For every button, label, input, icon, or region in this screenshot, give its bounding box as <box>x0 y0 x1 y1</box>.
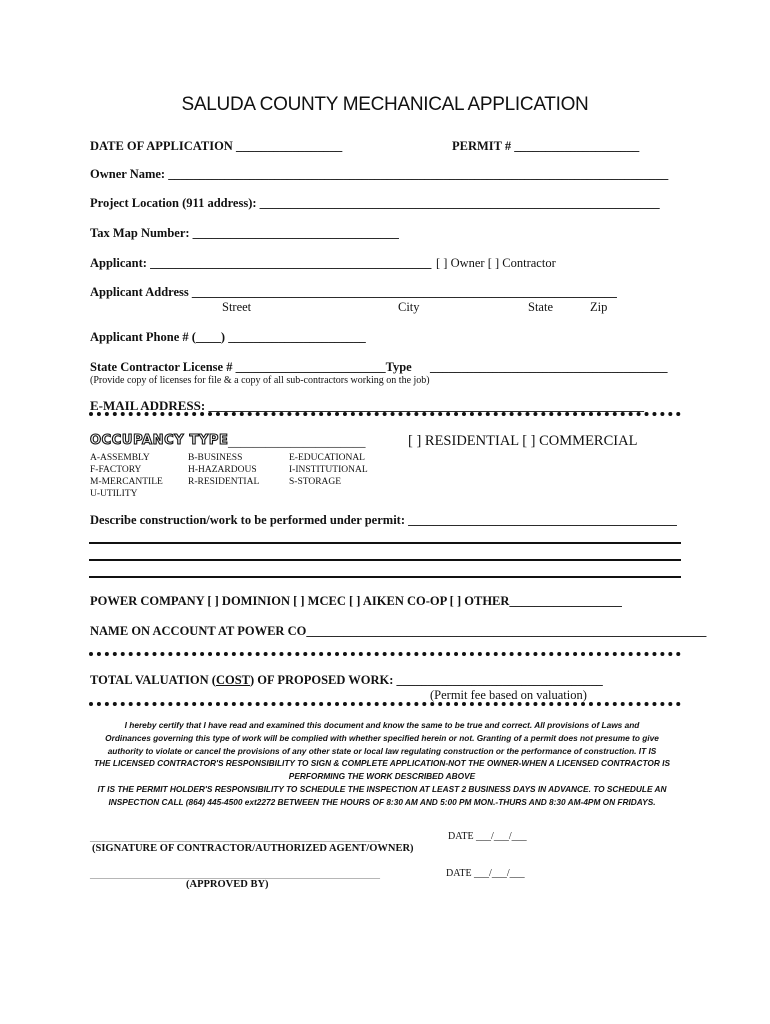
occupancy-type-heading: OCCUPANCY TYPE <box>90 433 229 448</box>
owner-name-field[interactable]: Owner Name: ________________________________________________________________________________ <box>90 167 669 181</box>
cert-line: I hereby certify that I have read and examined this document and know the same to be true and correct. All provisions of Laws and <box>124 720 640 730</box>
signature-date-field[interactable]: DATE ___/___/___ <box>448 831 527 842</box>
valuation-note: (Permit fee based on valuation) <box>430 688 587 702</box>
occupancy-code: B-BUSINESS <box>188 453 243 463</box>
cert-line: authority to violate or cancel the provisions of any other state or local law regulating construction or the performance of construction. IT IS <box>107 745 657 756</box>
occupancy-type-field[interactable]: ______________________ <box>228 435 366 449</box>
applicant-address-field[interactable]: Applicant Address ____________________________________________________________________ <box>90 285 617 299</box>
occupancy-col2 <box>188 452 259 488</box>
approved-by-label: (APPROVED BY) <box>186 879 269 890</box>
occupancy-code: E-EDUCATIONAL <box>289 453 365 463</box>
tax-map-number-field[interactable]: Tax Map Number: _________________________________ <box>90 226 399 240</box>
occupancy-code: M-MERCANTILE <box>90 477 163 487</box>
email-field[interactable]: E-MAIL ADDRESS: ___________________________________________________________________ <box>90 398 644 413</box>
applicant-role-checkboxes[interactable]: [ ] Owner [ ] Contractor <box>436 256 556 270</box>
occupancy-code: S-STORAGE <box>289 477 342 487</box>
occupancy-code: R-RESIDENTIAL <box>188 477 260 487</box>
cert-line: PERFORMING THE WORK DESCRIBED ABOVE <box>288 771 476 782</box>
cert-line: Ordinances governing this type of work will be complied with whether specified herein or not. Granting of a permit does not presume to give <box>105 732 659 743</box>
occupancy-code: A-ASSEMBLY <box>90 453 150 463</box>
approved-by-line[interactable]: __________________________________________________________ <box>90 869 380 880</box>
applicant-field[interactable]: Applicant: _____________________________________________ <box>90 256 432 270</box>
street-label: Street <box>222 300 252 314</box>
divider <box>89 702 681 706</box>
contractor-license-field[interactable]: State Contractor License # ________________________Type <box>90 360 412 374</box>
occupancy-col1 <box>90 452 163 500</box>
city-label: City <box>398 300 420 314</box>
signature-line[interactable]: __________________________________________________________ <box>90 832 380 843</box>
divider <box>89 412 681 416</box>
occupancy-code: U-UTILITY <box>90 489 138 499</box>
date-of-application-field[interactable]: DATE OF APPLICATION _________________ <box>90 139 343 153</box>
license-note: (Provide copy of licenses for file & a copy of all sub-contractors working on the job) <box>90 375 430 386</box>
describe-line-2[interactable] <box>89 559 681 561</box>
describe-work-field[interactable]: Describe construction/work to be performed under permit: ___________________________________________ <box>90 513 677 527</box>
total-valuation-field[interactable]: TOTAL VALUATION (COST) OF PROPOSED WORK: _________________________________ <box>90 673 603 687</box>
name-on-account-field[interactable]: NAME ON ACCOUNT AT POWER CO________________________________________________________________ <box>90 624 707 638</box>
occupancy-code: F-FACTORY <box>90 465 142 475</box>
divider <box>89 652 681 656</box>
certification-text <box>82 719 682 809</box>
applicant-phone-field[interactable]: Applicant Phone # (____) ______________________ <box>90 330 366 344</box>
occupancy-col3 <box>289 452 368 488</box>
occupancy-code: I-INSTITUTIONAL <box>289 465 368 475</box>
cert-line: THE LICENSED CONTRACTOR'S RESPONSIBILITY TO SIGN & COMPLETE APPLICATION-NOT THE OWNER-WHEN A LICENSED CONTRACTOR IS <box>93 758 670 769</box>
state-label: State <box>528 300 553 314</box>
cert-line: IT IS THE PERMIT HOLDER'S RESPONSIBILITY TO SCHEDULE THE INSPECTION AT LEAST 2 BUSINESS DAYS IN ADVANCE. TO SCHEDULE AN <box>97 783 667 794</box>
signature-label: (SIGNATURE OF CONTRACTOR/AUTHORIZED AGENT/OWNER) <box>92 843 414 854</box>
power-company-field[interactable]: POWER COMPANY [ ] DOMINION [ ] MCEC [ ] AIKEN CO-OP [ ] OTHER__________________ <box>90 594 622 608</box>
permit-number-field[interactable]: PERMIT # ____________________ <box>452 139 640 153</box>
describe-line-3[interactable] <box>89 576 681 578</box>
page-title: SALUDA COUNTY MECHANICAL APPLICATION <box>181 94 589 115</box>
zip-label: Zip <box>590 300 608 314</box>
occupancy-code: H-HAZARDOUS <box>188 465 257 475</box>
describe-line-1[interactable] <box>89 542 681 544</box>
occupancy-options[interactable]: [ ] RESIDENTIAL [ ] COMMERCIAL <box>408 433 638 449</box>
approved-date-field[interactable]: DATE ___/___/___ <box>446 868 525 879</box>
project-location-field[interactable]: Project Location (911 address): ________________________________________________________________ <box>90 196 660 210</box>
license-type-field[interactable]: ______________________________________ <box>430 360 668 374</box>
cert-line: INSPECTION CALL (864) 445-4500 ext2272 BETWEEN THE HOURS OF 8:30 AM AND 5:00 PM MON.-THURS AND 8:30 AM-4PM ON FRIDAYS. <box>108 796 656 807</box>
